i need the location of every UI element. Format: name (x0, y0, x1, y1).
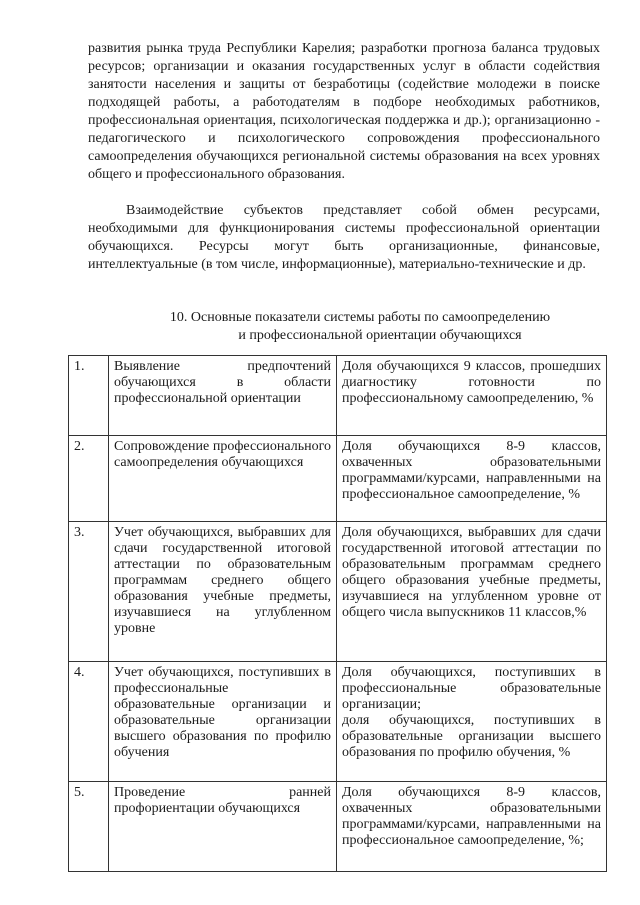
row-indicator-part-1: Доля обучающихся, поступивших в профессиональные образовательные организации; (342, 665, 601, 712)
row-indicator: Доля обучающихся 9 классов, прошедших диагностику готовности по профессиональному самоопределению, % (337, 356, 607, 436)
table-row (69, 662, 607, 782)
paragraph-continuation: развития рынка труда Республики Карелия; разработки прогноза баланса трудовых ресурсов; организации и оказания государственных услуг в области содействия занятости населения и защиты от безработицы (содействие молодежи в поиске подходящей работы, а работодателям в подборе необходимых работников, профессиональная ориентация, психологическая поддержка и др.); организационно - педагогического и психологического сопровождения профессионального самоопределения обучающихся региональной системы образования на всех уровнях общего и профессионального образования. (88, 41, 600, 182)
row-number: 1. (69, 356, 109, 436)
table-row (69, 782, 607, 872)
table-row (69, 356, 607, 436)
row-indicator: Доля обучающихся 8-9 классов, охваченных образовательными программами/курсами, направленными на профессиональное самоопределение, % (337, 436, 607, 522)
indicators-table (68, 355, 607, 872)
section-heading-line-1: 10. Основные показатели системы работы по самоопределению (169, 310, 551, 325)
section-heading (90, 309, 630, 345)
row-number: 3. (69, 522, 109, 662)
row-indicator-part-2: доля обучающихся, поступивших в образовательные организации высшего образования по профилю обучения, % (342, 713, 601, 760)
row-process: Проведение ранней профориентации обучающихся (109, 782, 337, 872)
row-indicator (337, 662, 607, 782)
row-number: 5. (69, 782, 109, 872)
paragraph-interaction: Взаимодействие субъектов представляет собой обмен ресурсами, необходимыми для функционирования системы профессиональной ориентации обучающихся. Ресурсы могут быть организационные, финансовые, интеллектуальные (в том числе, информационные), материально-технические и др. (88, 203, 600, 272)
row-process: Учет обучающихся, выбравших для сдачи государственной итоговой аттестации по образовательным программам среднего общего образования учебные предметы, изучавшиеся на углубленном уровне (109, 522, 337, 662)
row-indicator: Доля обучающихся, выбравших для сдачи государственной итоговой аттестации по образовательным программам среднего общего образования учебные предметы, изучавшиеся на углубленном уровне от общего числа выпускников 11 классов,% (337, 522, 607, 662)
row-process: Выявление предпочтений обучающихся в области профессиональной ориентации (109, 356, 337, 436)
section-heading-line-2: и профессиональной ориентации обучающихся (238, 328, 522, 343)
row-process: Учет обучающихся, поступивших в профессиональные образовательные организации и образовательные организации высшего образования по профилю обучения (109, 662, 337, 782)
row-indicator: Доля обучающихся 8-9 классов, охваченных образовательными программами/курсами, направленными на профессиональное самоопределение, %; (337, 782, 607, 872)
row-process: Сопровождение профессионального самоопределения обучающихся (109, 436, 337, 522)
row-number: 2. (69, 436, 109, 522)
row-number: 4. (69, 662, 109, 782)
table-row (69, 522, 607, 662)
table-row (69, 436, 607, 522)
